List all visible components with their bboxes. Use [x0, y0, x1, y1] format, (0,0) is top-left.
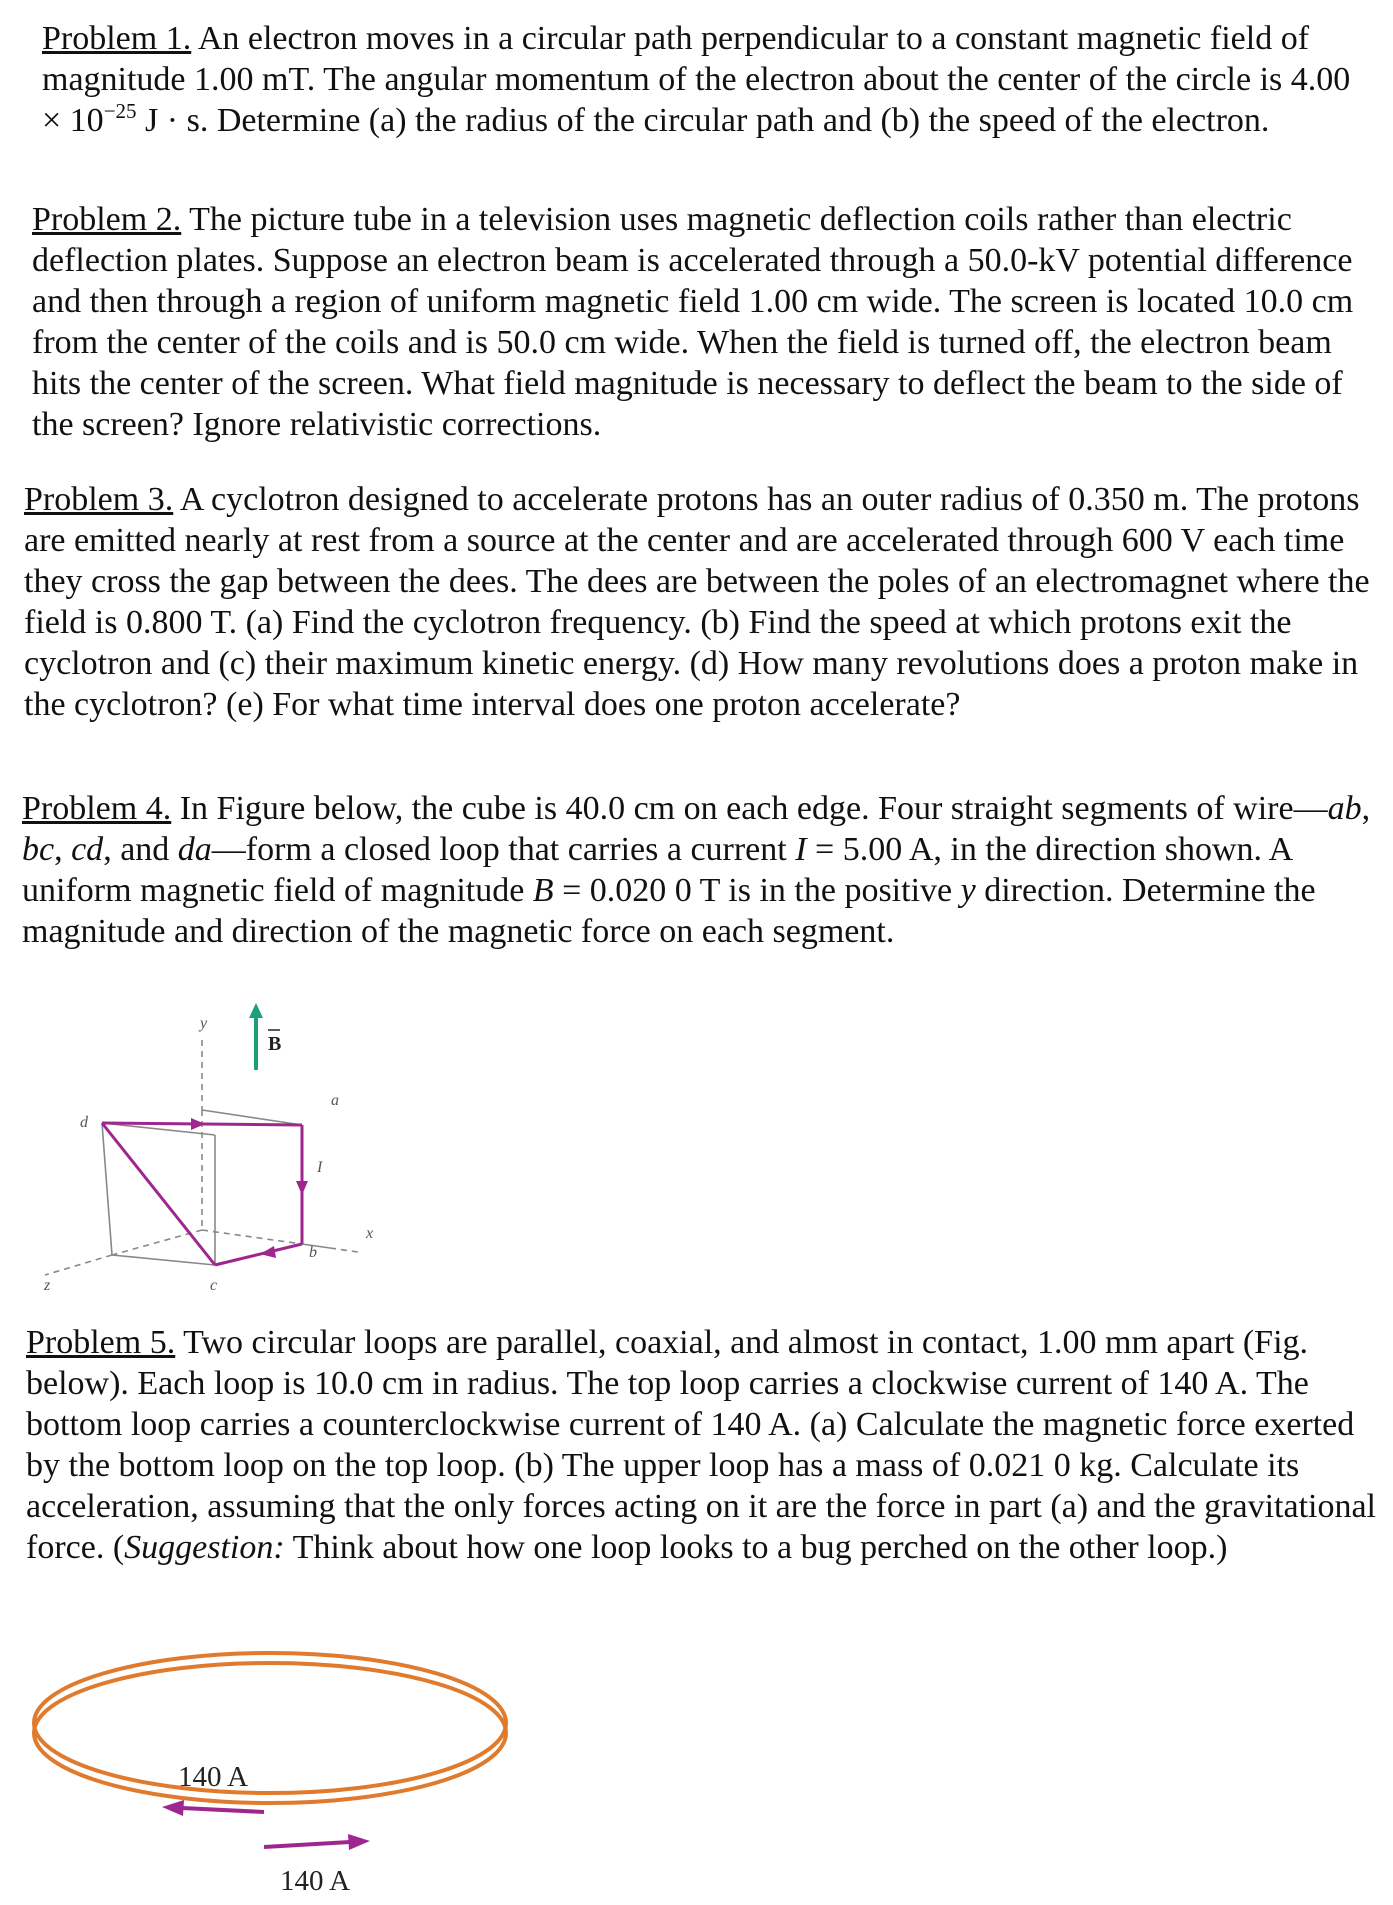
problem-5-text-b: Think about how one loop looks to a bug perched on the other loop.) — [284, 1529, 1228, 1566]
axis-z-label: z — [44, 1277, 51, 1294]
axis-y-label: y — [200, 1015, 208, 1032]
problem-5-heading: Problem 5. — [26, 1324, 176, 1361]
segment-ab: ab — [1327, 790, 1362, 827]
current-label: I — [317, 1159, 323, 1176]
problem-2 — [32, 199, 1377, 445]
loops-figure — [20, 1620, 530, 1900]
y-symbol: y — [960, 872, 976, 909]
point-c-label: c — [210, 1277, 218, 1294]
b-field-arrowhead — [249, 1003, 263, 1018]
top-current-label: 140 A — [178, 1761, 249, 1793]
current-arrow — [191, 1118, 205, 1130]
top-current-arrowhead — [162, 1800, 184, 1816]
separator: , — [1361, 790, 1371, 827]
problem-4-text: = 0.020 0 T is in the positive — [553, 872, 961, 909]
problem-5-text-a: Two circular loops are parallel, coaxial, and almost in contact, 1.00 mm apart (Fig. below). Each loop is 10.0 cm in radius. The top loop carries a clockwise current of 140 A. The bottom loop carries a counterclockwise current of 140 A. (a) Calculate the magnetic force exerted by the bottom loop on the top loop. (b) The upper loop has a mass of 0.021 0 kg. Calculate its acceleration, assuming that the only forces acting on it are the force in part (a) and the gravitational force. ( — [26, 1324, 1377, 1566]
current-symbol: I — [795, 831, 807, 868]
point-a-label: a — [331, 1092, 339, 1109]
bottom-current-arrowhead — [348, 1834, 370, 1850]
problem-1 — [42, 18, 1372, 141]
wire-bc — [215, 1244, 302, 1265]
current-arrow — [296, 1181, 308, 1195]
problem-4 — [22, 788, 1377, 952]
problem-3 — [24, 479, 1379, 725]
b-field-label: B — [268, 1033, 282, 1055]
cube-edge — [102, 1123, 112, 1255]
top-current-arrow — [182, 1808, 264, 1812]
problem-1-heading: Problem 1. — [42, 20, 192, 57]
field-symbol: B — [532, 872, 554, 909]
separator: , — [54, 831, 72, 868]
current-arrow — [260, 1246, 276, 1258]
wire-cd — [102, 1123, 215, 1265]
problem-4-text: = 5.00 A, in the direction shown. A uniform magnetic field of magnitude — [22, 831, 1292, 909]
problem-4-text: direction. Determine the magnitude and direction of the magnetic force on each segment. — [22, 872, 1316, 950]
z-axis — [45, 1255, 112, 1275]
problem-4-heading: Problem 4. — [22, 790, 172, 827]
problem-5 — [26, 1322, 1376, 1568]
problem-4-text: —form a closed loop that carries a current — [211, 831, 796, 868]
problem-1-text-b: J · s. Determine (a) the radius of the circular path and (b) the speed of the electron. — [136, 102, 1270, 139]
segment-da: da — [177, 831, 212, 868]
hidden-edge — [202, 1230, 302, 1244]
bottom-current-label: 140 A — [280, 1865, 351, 1897]
problem-4-text: In Figure below, the cube is 40.0 cm on each edge. Four straight segments of wire— — [171, 790, 1328, 827]
axis-x-label: x — [366, 1225, 374, 1242]
bottom-loop — [34, 1663, 506, 1803]
segment-cd: cd — [71, 831, 104, 868]
cube-edge — [112, 1255, 215, 1265]
problem-3-heading: Problem 3. — [24, 481, 174, 518]
point-d-label: d — [80, 1114, 88, 1131]
separator: , and — [103, 831, 178, 868]
segment-bc: bc — [22, 831, 55, 868]
bottom-current-arrow — [264, 1842, 350, 1847]
problem-3-text: A cyclotron designed to accelerate protons has an outer radius of 0.350 m. The protons are emitted nearly at rest from a source at the center and are accelerated through 600 V each time they cross the gap between the dees. The dees are between the poles of an electromagnet where the field is 0.800 T. (a) Find the cyclotron frequency. (b) Find the speed at which protons exit the cyclotron and (c) their maximum kinetic energy. (d) How many revolutions does a proton make in the cyclotron? (e) For what time interval does one proton accelerate? — [24, 481, 1370, 723]
problem-1-exponent: −25 — [103, 99, 137, 123]
x-axis — [330, 1248, 358, 1252]
point-b-label: b — [309, 1244, 317, 1261]
problem-2-text: The picture tube in a television uses magnetic deflection coils rather than electric deflection plates. Suppose an electron beam is accelerated through a 50.0-kV potential difference and then through a region of uniform magnetic field 1.00 cm wide. The screen is located 10.0 cm from the center of the coils and is 50.0 cm wide. When the field is turned off, the electron beam hits the center of the screen. What field magnitude is necessary to deflect the beam to the side of the screen? Ignore relativistic corrections. — [32, 201, 1354, 443]
problem-2-heading: Problem 2. — [32, 201, 182, 238]
problem-1-text-a: An electron moves in a circular path perpendicular to a constant magnetic field of magnitude 1.00 mT. The angular momentum of the electron about the center of the circle is 4.00 × 10 — [42, 20, 1351, 139]
cube-figure — [44, 1000, 400, 1300]
top-loop — [34, 1653, 506, 1793]
suggestion-label: Suggestion: — [124, 1529, 285, 1566]
